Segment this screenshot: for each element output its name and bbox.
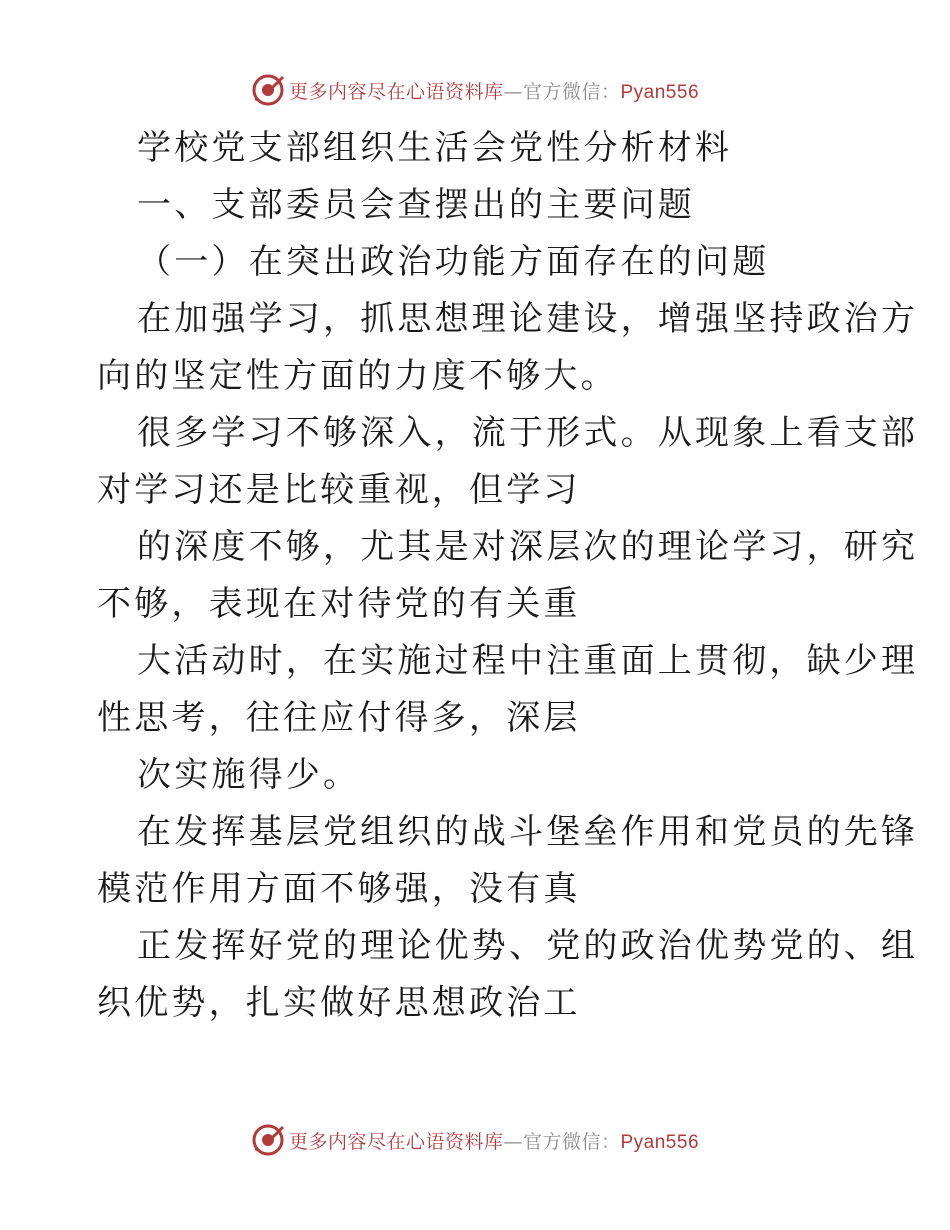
paragraph-line: 模范作用方面不够强，没有真 xyxy=(97,869,581,909)
header-site-text: 更多内容尽在心语资料库 xyxy=(288,80,504,103)
document-body xyxy=(97,120,919,1032)
paragraph-line: 正发挥好党的理论优势、党的政治优势党的、组 xyxy=(137,926,919,966)
paragraph-line: 不够，表现在对待党的有关重 xyxy=(97,584,581,624)
paragraph-line: 大活动时，在实施过程中注重面上贯彻，缺少理 xyxy=(137,641,919,681)
pen-logo-icon xyxy=(251,1123,285,1157)
header-watermark xyxy=(0,70,950,110)
footer-wechat-label: 官方微信： xyxy=(522,1130,621,1153)
document-title: 学校党支部组织生活会党性分析材料 xyxy=(137,128,733,168)
header-wechat-id: Pyan556 xyxy=(620,81,700,103)
paragraph-line: 在加强学习，抓思想理论建设，增强坚持政治方 xyxy=(137,299,919,339)
paragraph-line: 很多学习不够深入，流于形式。从现象上看支部 xyxy=(137,413,919,453)
paragraph-line: 对学习还是比较重视，但学习 xyxy=(97,470,581,510)
footer-watermark xyxy=(0,1120,950,1160)
paragraph-line: 向的坚定性方面的力度不够大。 xyxy=(97,356,618,396)
section-heading: 一、支部委员会查摆出的主要问题 xyxy=(137,185,695,225)
pen-logo-icon xyxy=(251,73,285,107)
paragraph-line: 的深度不够，尤其是对深层次的理论学习，研究 xyxy=(137,527,919,567)
paragraph-line: 次实施得少。 xyxy=(137,755,361,795)
paragraph-line: 在发挥基层党组织的战斗堡垒作用和党员的先锋 xyxy=(137,812,919,852)
paragraph-line: 织优势，扎实做好思想政治工 xyxy=(97,983,581,1023)
header-wechat-label: 官方微信： xyxy=(522,80,621,103)
paragraph-line: 性思考，往往应付得多，深层 xyxy=(97,698,581,738)
footer-site-text: 更多内容尽在心语资料库 xyxy=(288,1130,504,1153)
header-separator: — xyxy=(503,80,523,103)
subsection-heading: （一）在突出政治功能方面存在的问题 xyxy=(137,242,770,282)
footer-wechat-id: Pyan556 xyxy=(620,1131,700,1153)
footer-separator: — xyxy=(503,1130,523,1153)
